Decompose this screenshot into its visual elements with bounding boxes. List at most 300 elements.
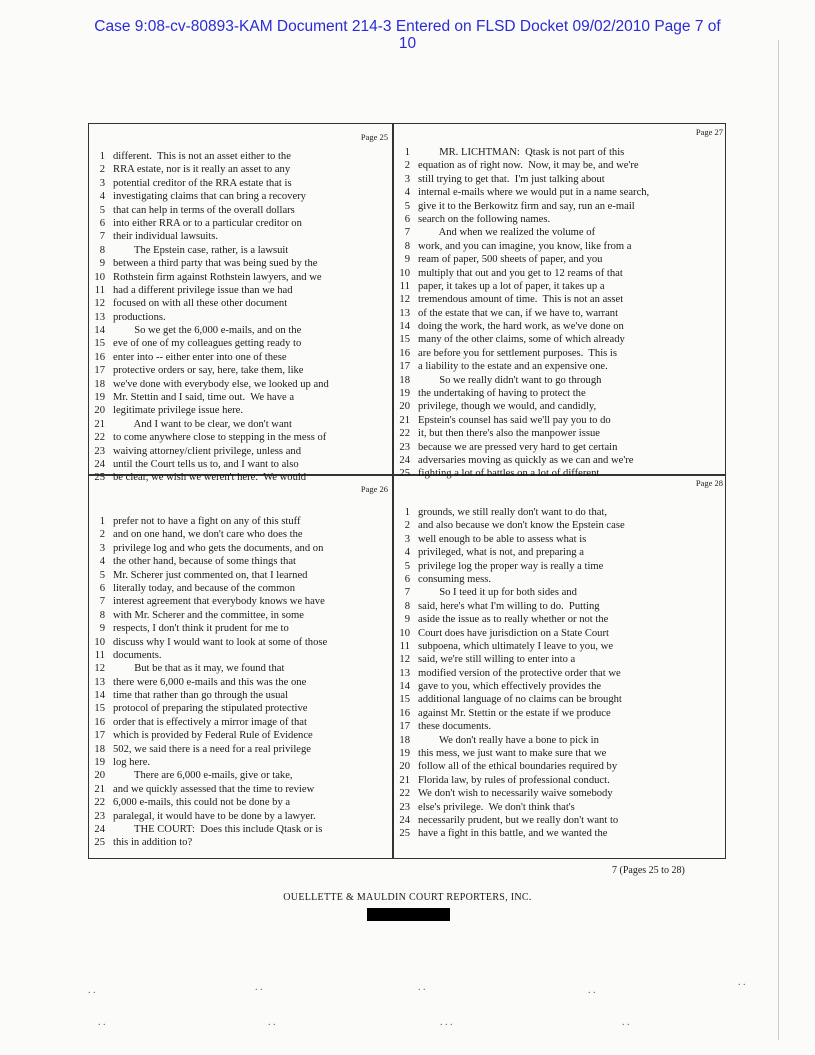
line-text: give it to the Berkowitz firm and say, run an e-mail (418, 200, 635, 212)
transcript-line (89, 431, 389, 444)
transcript-line (394, 546, 722, 559)
line-number: 24 (94, 458, 105, 470)
line-number: 6 (404, 573, 410, 585)
line-number: 4 (404, 187, 410, 199)
line-text: equation as of right now. Now, it may be, and we're (418, 160, 639, 172)
transcript-grid (88, 123, 726, 859)
line-number: 15 (399, 334, 410, 346)
line-number: 8 (404, 600, 410, 612)
line-number: 21 (94, 783, 105, 795)
transcript-line (89, 217, 389, 230)
transcript-line (394, 347, 722, 360)
line-number: 19 (94, 757, 105, 769)
line-text: this mess, we just want to make sure that we (418, 748, 607, 760)
line-number: 1 (404, 507, 410, 518)
line-number: 20 (399, 761, 410, 773)
transcript-line (89, 756, 389, 769)
line-number: 5 (99, 204, 105, 216)
line-number: 10 (94, 271, 105, 283)
transcript-line (89, 555, 389, 568)
line-number: 15 (94, 703, 105, 715)
line-number: 19 (399, 748, 410, 760)
docket-header-line2: 10 (398, 35, 417, 52)
line-number: 7 (99, 596, 105, 608)
transcript-line (89, 702, 389, 715)
line-number: 14 (94, 690, 105, 702)
line-text: And when we realized the volume of (418, 227, 596, 239)
line-text: have a fight in this battle, and we wanted the (418, 828, 608, 840)
line-number: 21 (399, 414, 410, 426)
transcript-line (394, 400, 722, 413)
line-number: 25 (94, 472, 105, 484)
transcript-line (89, 636, 389, 649)
line-text: potential creditor of the RRA estate that is (113, 177, 292, 189)
line-number: 24 (94, 823, 105, 835)
transcript-line (89, 810, 389, 823)
line-text: literally today, and because of the common (113, 582, 295, 594)
transcript-line (89, 230, 389, 243)
transcript-line (89, 364, 389, 377)
line-number: 12 (94, 298, 105, 310)
line-text: The Epstein case, rather, is a lawsuit (113, 244, 289, 256)
line-text: the other hand, because of some things that (113, 556, 296, 568)
line-text: adversaries moving as quickly as we can and we're (418, 454, 634, 466)
transcript-line (89, 823, 389, 836)
line-text: THE COURT: Does this include Qtask or is (113, 823, 323, 835)
transcript-line (394, 640, 722, 653)
transcript-line (394, 200, 722, 213)
line-number: 15 (399, 694, 410, 706)
line-number: 18 (399, 734, 410, 746)
transcript-line (89, 458, 389, 471)
transcript-line (394, 814, 722, 827)
transcript-line (89, 337, 389, 350)
line-text: and also because we don't know the Epstein case (418, 520, 625, 532)
line-text: So we really didn't want to go through (418, 374, 602, 386)
line-number: 1 (99, 516, 105, 527)
line-number: 9 (404, 614, 410, 626)
transcript-line (394, 560, 722, 573)
line-text: We don't wish to necessarily waive somebody (418, 788, 613, 800)
transcript-page-28 (394, 476, 725, 858)
transcript-line (394, 519, 722, 532)
line-text: order that is effectively a mirror image of that (113, 716, 307, 728)
line-text: internal e-mails where we would put in a name search, (418, 187, 650, 199)
line-number: 8 (99, 244, 105, 256)
line-text: there were 6,000 e-mails and this was the one (113, 676, 307, 688)
scan-artifact: . . (268, 1017, 276, 1028)
transcript-line (394, 240, 722, 253)
line-text: subpoena, which ultimately I leave to you, we (418, 640, 614, 652)
line-text: we've done with everybody else, we looked up and (113, 378, 329, 390)
transcript-line (394, 333, 722, 346)
line-number: 25 (399, 828, 410, 840)
line-number: 11 (399, 640, 410, 652)
transcript-line (89, 284, 389, 297)
line-number: 15 (94, 338, 105, 350)
line-number: 7 (404, 587, 410, 599)
transcript-line (394, 613, 722, 626)
scan-artifact: . . (418, 982, 426, 993)
line-text: productions. (113, 311, 166, 323)
line-number: 4 (404, 547, 410, 559)
transcript-line (89, 783, 389, 796)
line-text: necessarily prudent, but we really don't want to (418, 814, 619, 826)
transcript-line (394, 387, 722, 400)
transcript-line (394, 627, 722, 640)
line-text: against Mr. Stettin or the estate if we produce (418, 707, 611, 719)
transcript-line (89, 716, 389, 729)
transcript-line (89, 582, 389, 595)
line-number: 13 (94, 311, 105, 323)
line-text: doing the work, the hard work, as we've done on (418, 321, 624, 333)
line-number: 13 (399, 667, 410, 679)
line-number: 6 (99, 217, 105, 229)
transcript-line (89, 244, 389, 257)
line-text: be clear, we wish we weren't here. We would (113, 472, 307, 484)
transcript-line (89, 743, 389, 756)
scan-artifact: . . (255, 982, 263, 993)
transcript-line (89, 163, 389, 176)
transcript-line (394, 693, 722, 706)
line-text: these documents. (418, 721, 491, 733)
line-text: privilege log the proper way is really a time (418, 560, 604, 572)
line-number: 21 (399, 774, 410, 786)
line-number: 2 (404, 160, 410, 172)
transcript-line (394, 173, 722, 186)
line-number: 20 (94, 405, 105, 417)
line-number: 12 (94, 663, 105, 675)
transcript-line (394, 374, 722, 387)
transcript-line (394, 533, 722, 546)
line-text: search on the following names. (418, 213, 551, 225)
line-text: Mr. Scherer just commented on, that I learned (113, 569, 308, 581)
line-number: 10 (94, 636, 105, 648)
transcript-line (89, 769, 389, 782)
line-text: it, but then there's also the manpower issue (418, 428, 600, 440)
line-number: 20 (94, 770, 105, 782)
transcript-page-26 (89, 476, 392, 858)
line-text: and we quickly assessed that the time to review (113, 783, 315, 795)
line-number: 4 (99, 191, 105, 203)
docket-header (0, 18, 815, 52)
line-number: 23 (399, 441, 410, 453)
line-text: discuss why I would want to look at some of those (113, 636, 328, 648)
line-text: well enough to be able to assess what is (418, 533, 587, 545)
line-text: had a different privilege issue than we had (113, 284, 293, 296)
transcript-line (89, 418, 389, 431)
transcript-line (394, 801, 722, 814)
line-number: 17 (399, 721, 410, 733)
line-text: additional language of no claims can be brought (418, 694, 622, 706)
line-number: 22 (399, 428, 410, 440)
line-text: until the Court tells us to, and I want to also (113, 458, 299, 470)
transcript-line (394, 454, 722, 467)
line-text: to come anywhere close to stepping in the mess of (113, 432, 327, 444)
transcript-line (394, 213, 722, 226)
line-number: 6 (99, 582, 105, 594)
line-number: 9 (99, 623, 105, 635)
transcript-line (394, 186, 722, 199)
line-text: But be that as it may, we found that (113, 663, 285, 675)
line-text: privilege, though we would, and candidly, (418, 401, 597, 413)
transcript-line (394, 267, 722, 280)
transcript-line (394, 307, 722, 320)
line-text: grounds, we still really don't want to do that, (418, 507, 608, 518)
scan-artifact: . . (738, 977, 746, 988)
transcript-line (394, 653, 722, 666)
line-text: paralegal, it would have to be done by a lawyer. (113, 810, 316, 822)
line-text: We don't really have a bone to pick in (418, 734, 599, 746)
transcript-line (89, 528, 389, 541)
line-text: aside the issue as to really whether or not the (418, 614, 609, 626)
line-text: gave to you, which effectively provides the (418, 681, 602, 693)
line-text: log here. (113, 757, 151, 769)
line-number: 17 (94, 365, 105, 377)
line-number: 5 (404, 560, 410, 572)
page-range-label: 7 (Pages 25 to 28) (612, 865, 685, 876)
transcript-line (89, 542, 389, 555)
line-number: 13 (94, 676, 105, 688)
transcript-line (394, 734, 722, 747)
transcript-line (89, 515, 389, 528)
line-number: 22 (94, 432, 105, 444)
transcript-line (394, 159, 722, 172)
transcript-line (89, 622, 389, 635)
line-text: documents. (113, 649, 162, 661)
scan-artifact: . . . (440, 1017, 453, 1028)
line-number: 21 (94, 418, 105, 430)
line-text: said, we're still willing to enter into a (418, 654, 576, 666)
transcript-line (89, 190, 389, 203)
line-number: 11 (399, 280, 410, 292)
line-number: 24 (399, 814, 410, 826)
transcript-line (89, 649, 389, 662)
line-number: 16 (94, 351, 105, 363)
line-text: follow all of the ethical boundaries required by (418, 761, 618, 773)
line-number: 14 (399, 321, 410, 333)
line-number: 6 (404, 213, 410, 225)
transcript-line (89, 595, 389, 608)
line-number: 13 (399, 307, 410, 319)
line-number: 18 (399, 374, 410, 386)
line-number: 8 (404, 240, 410, 252)
line-list (89, 150, 389, 485)
transcript-line (394, 414, 722, 427)
line-text: enter into -- either enter into one of these (113, 351, 287, 363)
transcript-line (394, 226, 722, 239)
line-number: 23 (399, 801, 410, 813)
line-number: 2 (404, 520, 410, 532)
line-text: eve of one of my colleagues getting ready to (113, 338, 302, 350)
transcript-line (89, 297, 389, 310)
line-text: protocol of preparing the stipulated protective (113, 703, 308, 715)
transcript-line (394, 586, 722, 599)
transcript-line (89, 689, 389, 702)
line-text: tremendous amount of time. This is not an asset (418, 294, 624, 306)
line-text: because we are pressed very hard to get certain (418, 441, 618, 453)
line-number: 22 (399, 788, 410, 800)
line-number: 3 (404, 533, 410, 545)
line-text: modified version of the protective order that we (418, 667, 621, 679)
transcript-line (89, 177, 389, 190)
transcript-line (394, 667, 722, 680)
line-number: 9 (404, 254, 410, 266)
line-number: 23 (94, 445, 105, 457)
line-text: Rothstein firm against Rothstein lawyers, and we (113, 271, 322, 283)
line-number: 14 (94, 325, 105, 337)
line-number: 10 (399, 267, 410, 279)
line-text: work, and you can imagine, you know, like from a (418, 240, 632, 252)
line-text: legitimate privilege issue here. (113, 405, 244, 417)
line-text: There are 6,000 e-mails, give or take, (113, 770, 293, 782)
transcript-line (89, 609, 389, 622)
line-number: 4 (99, 556, 105, 568)
line-list (394, 506, 722, 841)
transcript-line (89, 351, 389, 364)
scan-artifact: . . (98, 1017, 106, 1028)
transcript-line (394, 293, 722, 306)
line-number: 25 (94, 837, 105, 849)
line-text: that can help in terms of the overall dollars (113, 204, 295, 216)
line-text: Court does have jurisdiction on a State Court (418, 627, 609, 639)
transcript-line (89, 729, 389, 742)
line-number: 20 (399, 401, 410, 413)
transcript-line (394, 747, 722, 760)
line-number: 12 (399, 294, 410, 306)
line-text: So I teed it up for both sides and (418, 587, 577, 599)
line-text: paper, it takes up a lot of paper, it takes up a (418, 280, 605, 292)
line-number: 7 (99, 231, 105, 243)
transcript-line (394, 680, 722, 693)
line-list (89, 515, 389, 850)
transcript-line (394, 827, 722, 840)
line-number: 24 (399, 454, 410, 466)
line-number: 1 (404, 147, 410, 158)
line-number: 11 (94, 284, 105, 296)
line-text: time that rather than go through the usual (113, 690, 289, 702)
transcript-line (394, 360, 722, 373)
transcript-line (394, 427, 722, 440)
transcript-line (89, 404, 389, 417)
line-number: 18 (94, 743, 105, 755)
transcript-line (89, 204, 389, 217)
line-number: 18 (94, 378, 105, 390)
transcript-line (89, 378, 389, 391)
transcript-line (394, 720, 722, 733)
line-text: into either RRA or to a particular creditor on (113, 217, 302, 229)
line-number: 16 (399, 347, 410, 359)
line-number: 1 (99, 151, 105, 162)
transcript-line (89, 257, 389, 270)
line-number: 12 (399, 654, 410, 666)
transcript-line (89, 796, 389, 809)
scan-edge-line (778, 40, 779, 1040)
line-text: So we get the 6,000 e-mails, and on the (113, 325, 302, 337)
transcript-line (89, 836, 389, 849)
page-label: Page 26 (360, 484, 388, 494)
line-number: 17 (94, 730, 105, 742)
line-text: still trying to get that. I'm just talking about (418, 173, 605, 185)
line-text: waiving attorney/client privilege, unless and (113, 445, 301, 457)
line-text: ream of paper, 500 sheets of paper, and you (418, 254, 603, 266)
page-label: Page 25 (360, 132, 388, 142)
transcript-line (394, 253, 722, 266)
transcript-line (89, 662, 389, 675)
line-number: 17 (399, 361, 410, 373)
line-text: and on one hand, we don't care who does the (113, 529, 303, 541)
line-number: 8 (99, 609, 105, 621)
line-text: consuming mess. (418, 573, 491, 585)
transcript-line (394, 146, 722, 159)
line-number: 19 (94, 392, 105, 404)
line-text: with Mr. Scherer and the committee, in some (113, 609, 304, 621)
line-number: 9 (99, 258, 105, 270)
line-text: privileged, what is not, and preparing a (418, 547, 584, 559)
line-text: said, here's what I'm willing to do. Putting (418, 600, 600, 612)
line-number: 16 (399, 707, 410, 719)
transcript-line (89, 150, 389, 163)
transcript-line (394, 707, 722, 720)
scan-artifact: . . (88, 985, 96, 996)
line-number: 5 (99, 569, 105, 581)
line-number: 3 (99, 542, 105, 554)
transcript-line (394, 573, 722, 586)
transcript-line (89, 445, 389, 458)
transcript-line (394, 787, 722, 800)
line-number: 14 (399, 681, 410, 693)
transcript-page-25 (89, 124, 392, 484)
line-text: protective orders or say, here, take them, like (113, 365, 304, 377)
line-text: 6,000 e-mails, this could not be done by a (113, 797, 291, 809)
line-text: privilege log and who gets the documents, and on (113, 542, 324, 554)
scan-artifact: . . (588, 985, 596, 996)
transcript-line (394, 600, 722, 613)
transcript-line (89, 676, 389, 689)
line-text: And I want to be clear, we don't want (113, 418, 292, 430)
line-number: 3 (99, 177, 105, 189)
transcript-line (394, 280, 722, 293)
line-text: between a third party that was being sued by the (113, 258, 318, 270)
line-text: MR. LICHTMAN: Qtask is not part of this (418, 147, 625, 158)
line-text: prefer not to have a fight on any of this stuff (113, 516, 301, 527)
line-number: 11 (94, 649, 105, 661)
line-text: else's privilege. We don't think that's (418, 801, 575, 813)
line-text: the undertaking of having to protect the (418, 388, 586, 400)
redaction-bar (367, 908, 450, 921)
transcript-line (89, 391, 389, 404)
line-number: 22 (94, 797, 105, 809)
line-number: 2 (99, 164, 105, 176)
transcript-line (394, 441, 722, 454)
line-number: 2 (99, 529, 105, 541)
page-label: Page 28 (695, 478, 723, 488)
transcript-line (394, 320, 722, 333)
transcript-line (89, 271, 389, 284)
page-label: Page 27 (695, 127, 723, 137)
line-text: RRA estate, nor is it really an asset to any (113, 164, 291, 176)
line-number: 16 (94, 716, 105, 728)
transcript-line (394, 760, 722, 773)
line-number: 5 (404, 200, 410, 212)
court-reporter-footer: OUELLETTE & MAULDIN COURT REPORTERS, INC. (283, 892, 532, 903)
line-text: a liability to the estate and an expensive one. (418, 361, 608, 373)
line-text: focused on with all these other document (113, 298, 288, 310)
docket-header-line1: Case 9:08-cv-80893-KAM Document 214-3 Entered on FLSD Docket 09/02/2010 Page 7 of (94, 18, 721, 35)
line-text: Epstein's counsel has said we'll pay you to do (418, 414, 611, 426)
line-number: 19 (399, 388, 410, 400)
line-text: of the estate that we can, if we have to, warrant (418, 307, 619, 319)
